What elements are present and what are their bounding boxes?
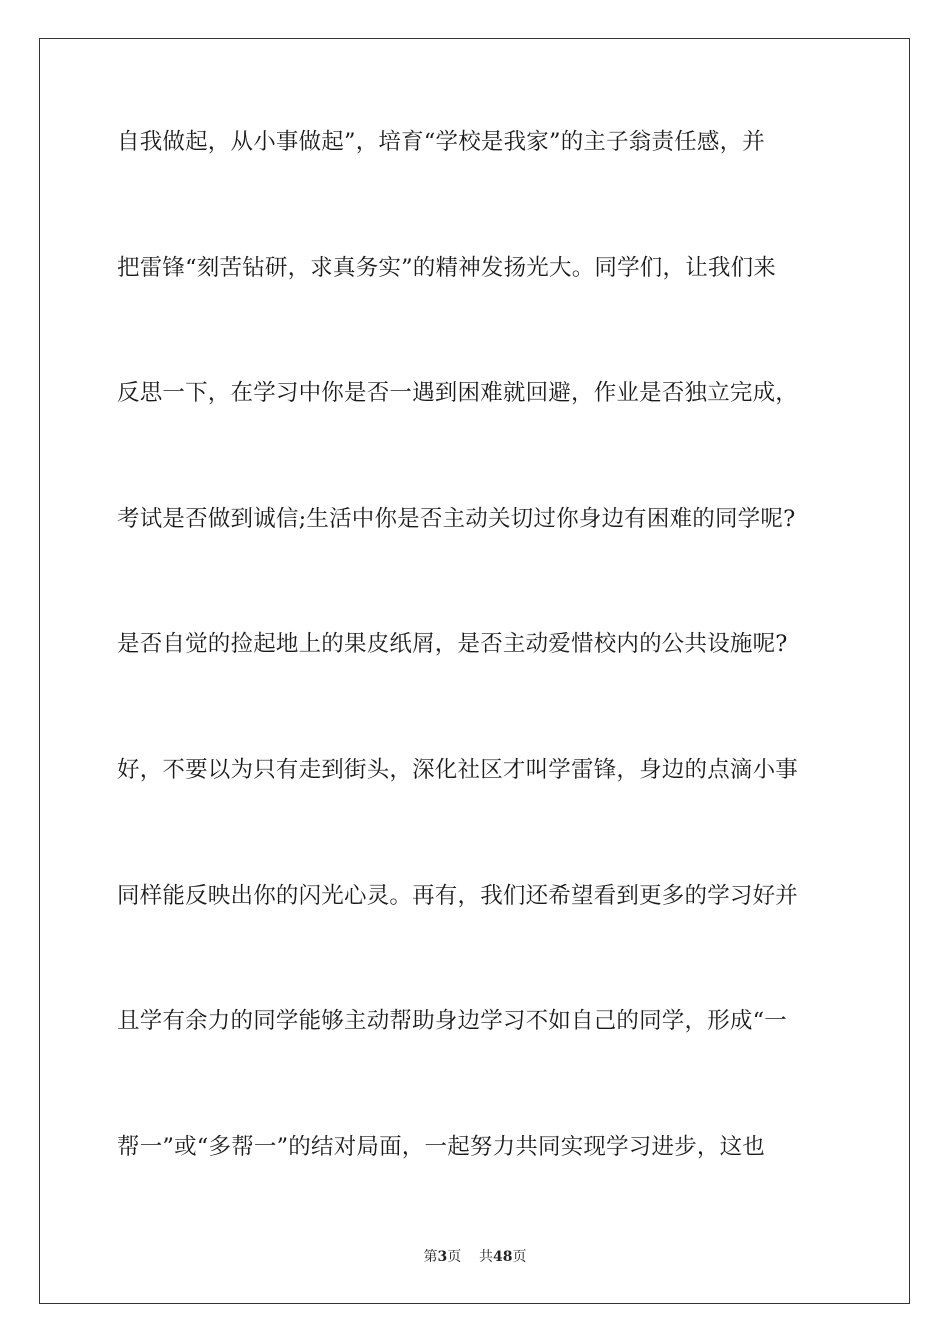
page-number-prefix: 第 — [423, 1249, 438, 1265]
page-total-suffix: 页 — [512, 1249, 527, 1265]
text-line: 帮一”或“多帮一”的结对局面，一起努力共同实现学习进步，这也 — [117, 1133, 766, 1160]
text-line: 把雷锋“刻苦钻研，求真务实”的精神发扬光大。同学们，让我们来 — [117, 254, 777, 281]
text-line: 自我做起，从小事做起”，培育“学校是我家”的主子翁责任感，并 — [117, 129, 766, 155]
text-line: 好，不要以为只有走到街头，深化社区才叫学雷锋，身边的点滴小事 — [117, 756, 799, 783]
page-number-suffix: 页 — [447, 1249, 462, 1265]
text-line: 同样能反映出你的闪光心灵。再有，我们还希望看到更多的学习好并 — [117, 882, 799, 909]
page-total-prefix: 共 — [479, 1249, 494, 1265]
body-text — [117, 128, 833, 1258]
text-line: 是否自觉的捡起地上的果皮纸屑，是否主动爱惜校内的公共设施呢? — [117, 631, 788, 658]
page-number-current: 3 — [437, 1249, 448, 1265]
page-footer — [0, 1248, 950, 1266]
text-line: 考试是否做到诚信;生活中你是否主动关切过你身边有困难的同学呢? — [117, 505, 796, 532]
text-line: 反思一下，在学习中你是否一遇到困难就回避，作业是否独立完成， — [117, 380, 799, 407]
text-line: 且学有余力的同学能够主动帮助身边学习不如自己的同学，形成“一 — [117, 1008, 788, 1035]
page-total-count: 48 — [493, 1249, 513, 1265]
